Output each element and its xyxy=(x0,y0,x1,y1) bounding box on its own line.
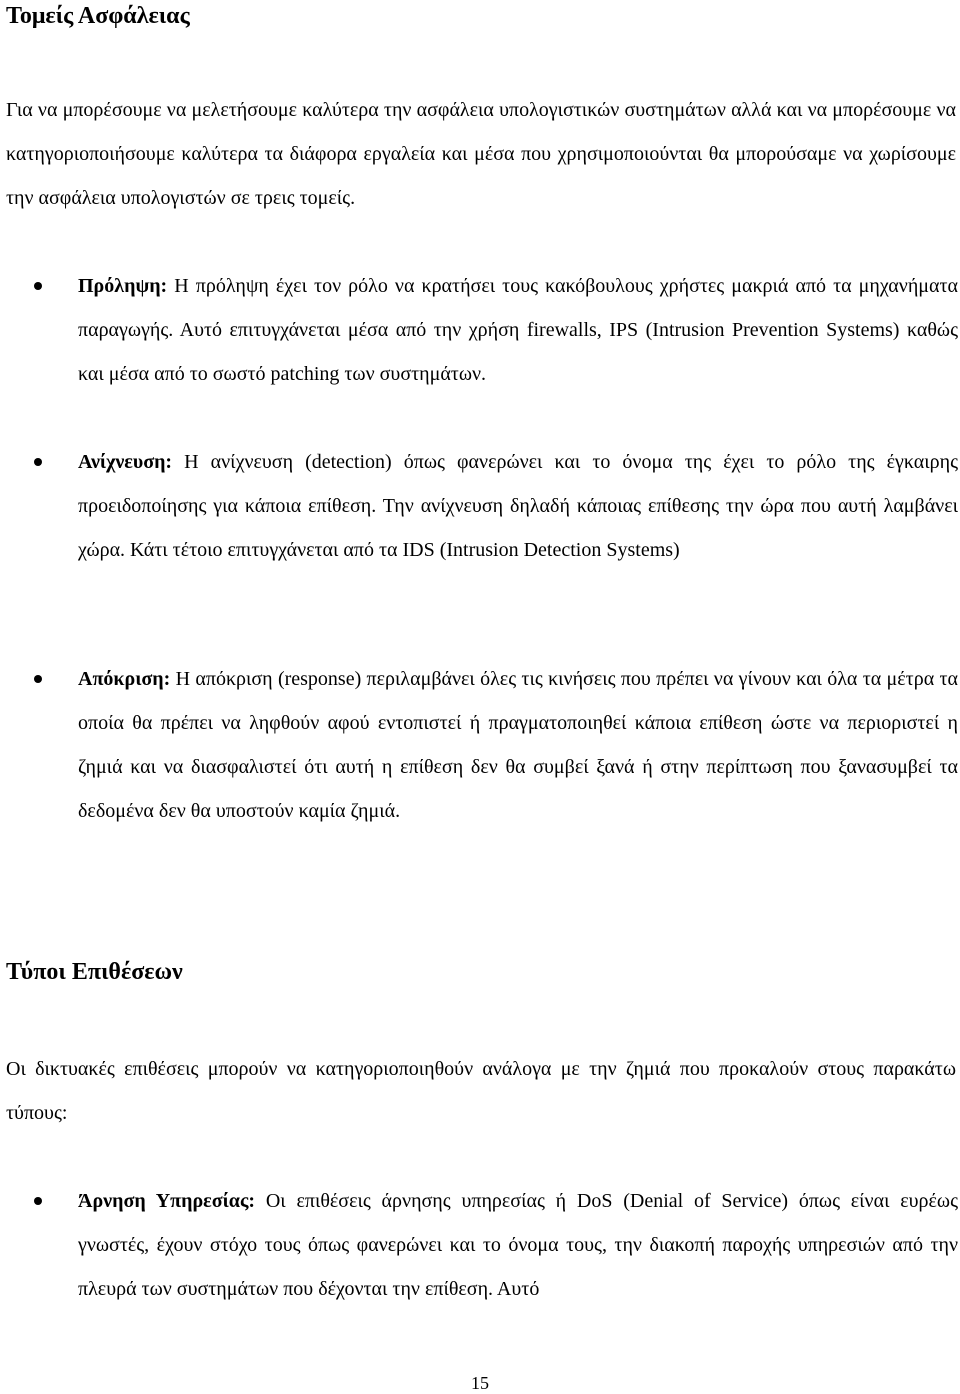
term-label: Ανίχνευση: xyxy=(78,451,173,473)
section-heading-attack-types: Τύποι Επιθέσεων xyxy=(6,959,183,985)
term-label: Άρνηση Υπηρεσίας: xyxy=(78,1190,256,1212)
bullet-icon xyxy=(34,458,42,466)
page-number: 15 xyxy=(471,1373,489,1393)
term-label: Απόκριση: xyxy=(78,668,171,690)
term-description: Οι επιθέσεις άρνησης υπηρεσίας ή DoS (Denial of Service) όπως είναι ευρέως γνωστές, έχουν στόχο τους όπως φανερώνει και το όνομα τους, την διακοπή παροχής υπηρεσιών από την πλευρά των συστημάτων που δέχονται την επίθεση. Αυτό xyxy=(78,1190,959,1300)
list-item-text xyxy=(78,657,958,833)
bullet-icon xyxy=(34,1197,42,1205)
section-heading-security-domains: Τομείς Ασφάλειας xyxy=(6,3,190,29)
term-label: Πρόληψη: xyxy=(78,275,168,297)
list-item-text xyxy=(78,440,958,572)
term-description: Η πρόληψη έχει τον ρόλο να κρατήσει τους κακόβουλους χρήστες μακριά από τα μηχανήματα παραγωγής. Αυτό επιτυγχάνεται μέσα από την χρήση firewalls, IPS (Intrusion Prevention Systems) καθώς και μέσα από το σωστό patching των συστημάτων. xyxy=(78,275,959,385)
term-description: Η απόκριση (response) περιλαμβάνει όλες τις κινήσεις που πρέπει να γίνουν και όλα τα μέτρα τα οποία θα πρέπει να ληφθούν αφού εντοπιστεί ή πραγματοποιηθεί κάποια επίθεση ώστε να περιοριστεί η ζημιά και να διασφαλιστεί ότι αυτή η επίθεση δεν θα συμβεί ξανά ή στην περίπτωση που ξανασυμβεί τα δεδομένα δεν θα υποστούν καμία ζημιά. xyxy=(78,668,958,822)
term-description: Η ανίχνευση (detection) όπως φανερώνει και το όνομα της έχει το ρόλο της έγκαιρης προειδοποίησης για κάποια επίθεση. Την ανίχνευση δηλαδή κάποιας επίθεσης την ώρα που αυτή λαμβάνει χώρα. Κάτι τέτοιο επιτυγχάνεται από τα IDS (Intrusion Detection Systems) xyxy=(78,451,958,561)
intro-paragraph: Για να μπορέσουμε να μελετήσουμε καλύτερα την ασφάλεια υπολογιστικών συστημάτων αλλά και να μπορέσουμε να κατηγοριοποιήσουμε καλύτερα τα διάφορα εργαλεία και μέσα που χρησιμοποιούνται θα μπορούσαμε να χωρίσουμε την ασφάλεια υπολογιστών σε τρεις τομείς. xyxy=(6,99,956,209)
bullet-icon xyxy=(34,282,42,290)
attack-types-intro-paragraph: Οι δικτυακές επιθέσεις μπορούν να κατηγοριοποιηθούν ανάλογα με την ζημιά που προκαλούν στους παρακάτω τύπους: xyxy=(6,1058,956,1124)
list-item-text xyxy=(78,1179,958,1311)
list-item-text xyxy=(78,264,958,396)
bullet-icon xyxy=(34,675,42,683)
